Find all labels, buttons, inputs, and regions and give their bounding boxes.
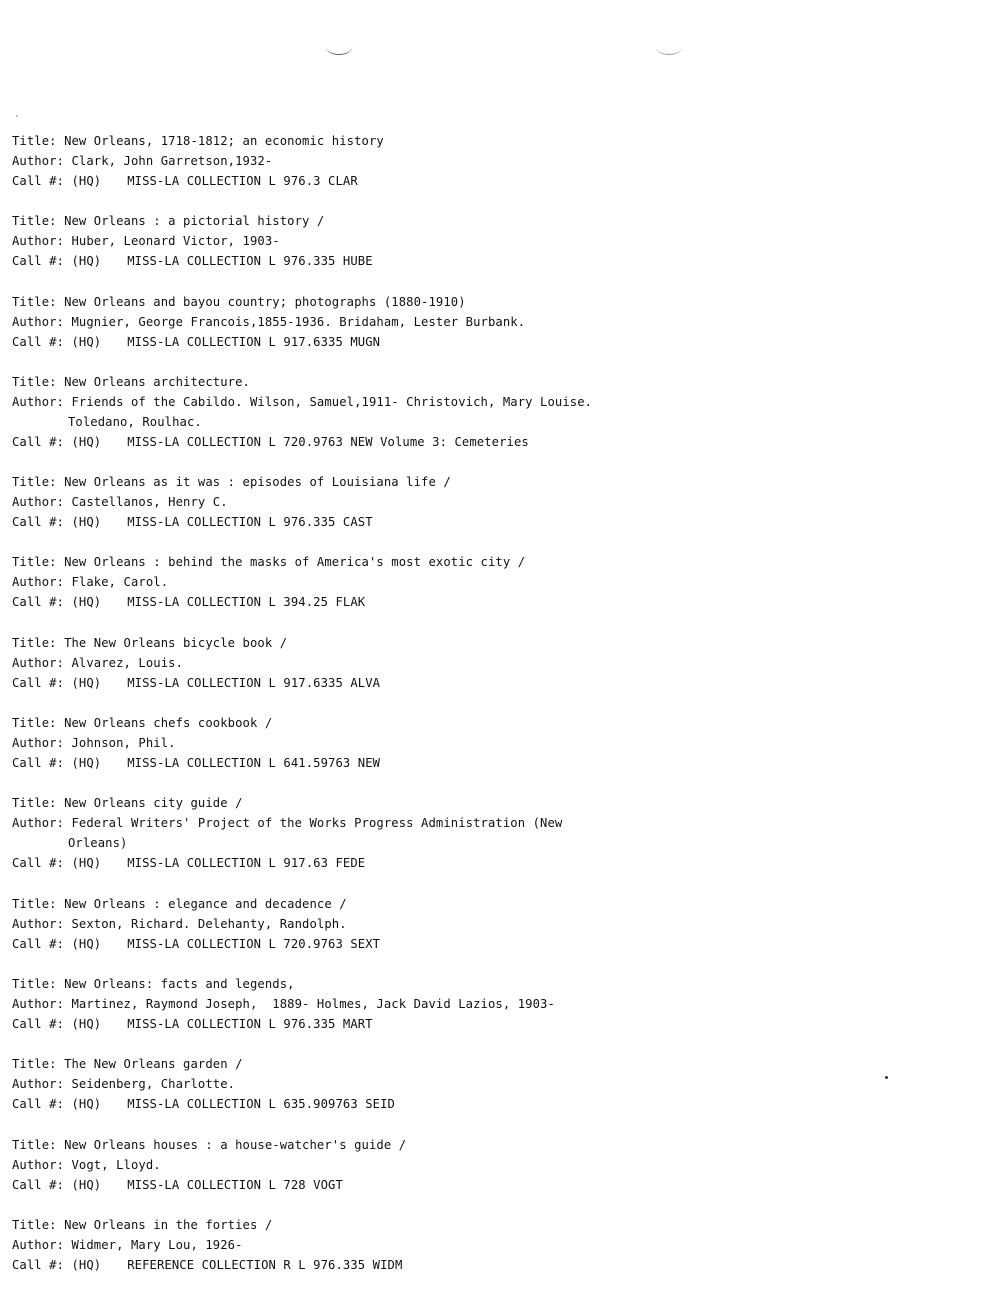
- author-line: [12, 312, 525, 332]
- author-line: [12, 1074, 235, 1094]
- title-label: Title:: [12, 1057, 57, 1072]
- record-location: (HQ): [71, 1016, 102, 1031]
- author-label: Author:: [12, 1157, 65, 1172]
- title-label: Title:: [12, 475, 57, 490]
- record-title: New Orleans, 1718-1812; an economic history: [64, 134, 384, 148]
- record-call-number: MISS-LA COLLECTION L 917.63 FEDE: [127, 856, 366, 871]
- call-number-line: [12, 512, 373, 532]
- author-label: Author:: [12, 1077, 65, 1092]
- title-label: Title:: [12, 796, 57, 811]
- catalog-record: [12, 211, 972, 291]
- author-label: Author:: [12, 575, 65, 590]
- title-label: Title:: [12, 1217, 57, 1232]
- title-line: [12, 713, 272, 733]
- record-call-number: MISS-LA COLLECTION L 720.9763 NEW Volume 3: Cemeteries: [127, 434, 529, 449]
- title-label: Title:: [12, 976, 57, 991]
- record-title: New Orleans and bayou country; photographs (1880-1910): [64, 294, 466, 309]
- record-author: Widmer, Mary Lou, 1926-: [71, 1237, 243, 1252]
- record-title: New Orleans: facts and legends,: [64, 976, 295, 991]
- title-line: [12, 472, 451, 492]
- title-line: [12, 894, 347, 914]
- title-line: [12, 292, 466, 312]
- author-line: [12, 733, 176, 753]
- title-line: [12, 211, 324, 231]
- record-location: (HQ): [71, 434, 102, 449]
- author-line: [12, 392, 592, 412]
- title-label: Title:: [12, 716, 57, 731]
- author-line: [12, 1155, 161, 1175]
- record-call-number: MISS-LA COLLECTION L 720.9763 SEXT: [127, 936, 381, 951]
- author-label: Author:: [12, 394, 65, 409]
- author-line: [12, 151, 272, 171]
- title-line: [12, 974, 295, 994]
- record-author-continuation: Orleans): [68, 836, 128, 851]
- record-author: Clark, John Garretson,1932-: [71, 154, 273, 168]
- punch-hole-mark-left: [326, 40, 352, 55]
- call-number-label: Call #:: [12, 1257, 65, 1272]
- record-location: (HQ): [71, 675, 102, 690]
- record-author-continuation: Toledano, Roulhac.: [68, 414, 202, 429]
- scan-speck: [16, 115, 18, 117]
- title-line: [12, 552, 525, 572]
- call-number-line: [12, 1175, 343, 1195]
- record-title: New Orleans as it was : episodes of Louisiana life /: [64, 475, 451, 490]
- catalog-record: [12, 793, 972, 893]
- catalog-record: [12, 292, 972, 372]
- author-label: Author:: [12, 916, 65, 931]
- author-line: [12, 914, 347, 934]
- record-call-number: REFERENCE COLLECTION R L 976.335 WIDM: [127, 1257, 403, 1272]
- call-number-line: [12, 432, 529, 452]
- title-line: [12, 1054, 243, 1074]
- catalog-record: [12, 131, 972, 211]
- record-title: New Orleans : behind the masks of America's most exotic city /: [64, 555, 526, 570]
- call-number-line: [12, 171, 358, 191]
- catalog-record: [12, 974, 972, 1054]
- title-line: [12, 372, 250, 392]
- record-title: New Orleans : elegance and decadence /: [64, 896, 347, 911]
- author-label: Author:: [12, 314, 65, 329]
- title-label: Title:: [12, 374, 57, 389]
- title-line: [12, 633, 287, 653]
- record-author: Martinez, Raymond Joseph, 1889- Holmes, Jack David Lazios, 1903-: [71, 996, 555, 1011]
- record-author: Vogt, Lloyd.: [71, 1157, 161, 1172]
- catalog-record: [12, 472, 972, 552]
- call-number-line: [12, 1014, 373, 1034]
- record-title: New Orleans architecture.: [64, 374, 250, 389]
- record-call-number: MISS-LA COLLECTION L 917.6335 MUGN: [127, 334, 381, 349]
- record-call-number: MISS-LA COLLECTION L 976.335 HUBE: [127, 254, 373, 269]
- call-number-label: Call #:: [12, 515, 65, 530]
- catalog-record: [12, 713, 972, 793]
- call-number-line: [12, 1094, 395, 1114]
- record-author: Federal Writers' Project of the Works Progress Administration (New: [71, 816, 563, 831]
- record-location: (HQ): [71, 515, 102, 530]
- catalog-record: [12, 372, 972, 472]
- record-title: The New Orleans bicycle book /: [64, 635, 288, 650]
- author-line: [12, 572, 168, 592]
- record-author: Seidenberg, Charlotte.: [71, 1077, 236, 1092]
- author-label: Author:: [12, 154, 65, 168]
- call-number-line: [12, 853, 365, 873]
- title-label: Title:: [12, 214, 57, 229]
- record-call-number: MISS-LA COLLECTION L 635.909763 SEID: [127, 1097, 395, 1112]
- author-label: Author:: [12, 234, 65, 249]
- call-number-label: Call #:: [12, 1097, 65, 1112]
- call-number-label: Call #:: [12, 1177, 65, 1192]
- author-label: Author:: [12, 655, 65, 670]
- title-line: [12, 131, 384, 151]
- record-location: (HQ): [71, 1257, 102, 1272]
- record-location: (HQ): [71, 595, 102, 610]
- call-number-line: [12, 1255, 402, 1275]
- record-title: New Orleans : a pictorial history /: [64, 214, 325, 229]
- call-number-label: Call #:: [12, 174, 65, 188]
- record-author: Flake, Carol.: [71, 575, 169, 590]
- record-title: The New Orleans garden /: [64, 1057, 243, 1072]
- title-line: [12, 1135, 406, 1155]
- record-call-number: MISS-LA COLLECTION L 728 VOGT: [127, 1177, 343, 1192]
- record-location: (HQ): [71, 1177, 102, 1192]
- catalog-record-list: [12, 131, 972, 1295]
- title-label: Title:: [12, 896, 57, 911]
- title-label: Title:: [12, 1137, 57, 1152]
- author-line: [12, 653, 183, 673]
- call-number-line: [12, 753, 380, 773]
- call-number-line: [12, 934, 380, 954]
- title-line: [12, 1215, 272, 1235]
- record-call-number: MISS-LA COLLECTION L 976.3 CLAR: [127, 174, 358, 188]
- author-line: [12, 492, 228, 512]
- record-location: (HQ): [71, 756, 102, 771]
- author-continuation-line: [68, 412, 202, 432]
- record-location: (HQ): [71, 1097, 102, 1112]
- catalog-record: [12, 633, 972, 713]
- call-number-label: Call #:: [12, 254, 65, 269]
- call-number-line: [12, 592, 365, 612]
- record-author: Friends of the Cabildo. Wilson, Samuel,1911- Christovich, Mary Louise.: [71, 394, 593, 409]
- punch-hole-mark-right: [656, 40, 682, 55]
- record-call-number: MISS-LA COLLECTION L 641.59763 NEW: [127, 756, 381, 771]
- call-number-label: Call #:: [12, 434, 65, 449]
- call-number-line: [12, 332, 380, 352]
- record-author: Johnson, Phil.: [71, 736, 176, 751]
- call-number-label: Call #:: [12, 936, 65, 951]
- title-label: Title:: [12, 555, 57, 570]
- author-line: [12, 813, 562, 833]
- author-label: Author:: [12, 736, 65, 751]
- record-call-number: MISS-LA COLLECTION L 976.335 CAST: [127, 515, 373, 530]
- record-title: New Orleans city guide /: [64, 796, 243, 811]
- record-author: Huber, Leonard Victor, 1903-: [71, 234, 280, 249]
- catalog-record: [12, 552, 972, 632]
- catalog-record: [12, 894, 972, 974]
- title-label: Title:: [12, 134, 57, 148]
- record-author: Castellanos, Henry C.: [71, 495, 228, 510]
- record-call-number: MISS-LA COLLECTION L 917.6335 ALVA: [127, 675, 381, 690]
- author-line: [12, 231, 280, 251]
- author-label: Author:: [12, 495, 65, 510]
- catalog-record: [12, 1135, 972, 1215]
- title-line: [12, 793, 243, 813]
- author-label: Author:: [12, 1237, 65, 1252]
- title-label: Title:: [12, 635, 57, 650]
- call-number-label: Call #:: [12, 675, 65, 690]
- record-call-number: MISS-LA COLLECTION L 976.335 MART: [127, 1016, 373, 1031]
- record-location: (HQ): [71, 254, 102, 269]
- record-location: (HQ): [71, 174, 102, 188]
- title-label: Title:: [12, 294, 57, 309]
- call-number-label: Call #:: [12, 756, 65, 771]
- call-number-label: Call #:: [12, 595, 65, 610]
- record-location: (HQ): [71, 334, 102, 349]
- call-number-line: [12, 673, 380, 693]
- catalog-record: [12, 1054, 972, 1134]
- record-title: New Orleans in the forties /: [64, 1217, 273, 1232]
- call-number-label: Call #:: [12, 1016, 65, 1031]
- call-number-label: Call #:: [12, 334, 65, 349]
- author-continuation-line: [68, 833, 128, 853]
- record-author: Mugnier, George Francois,1855-1936. Bridaham, Lester Burbank.: [71, 314, 526, 329]
- record-title: New Orleans chefs cookbook /: [64, 716, 273, 731]
- author-label: Author:: [12, 996, 65, 1011]
- record-location: (HQ): [71, 936, 102, 951]
- record-call-number: MISS-LA COLLECTION L 394.25 FLAK: [127, 595, 366, 610]
- record-author: Sexton, Richard. Delehanty, Randolph.: [71, 916, 347, 931]
- author-label: Author:: [12, 816, 65, 831]
- catalog-record: [12, 1215, 972, 1295]
- author-line: [12, 1235, 243, 1255]
- record-author: Alvarez, Louis.: [71, 655, 184, 670]
- record-title: New Orleans houses : a house-watcher's guide /: [64, 1137, 407, 1152]
- author-line: [12, 994, 555, 1014]
- call-number-label: Call #:: [12, 856, 65, 871]
- call-number-line: [12, 251, 373, 271]
- record-location: (HQ): [71, 856, 102, 871]
